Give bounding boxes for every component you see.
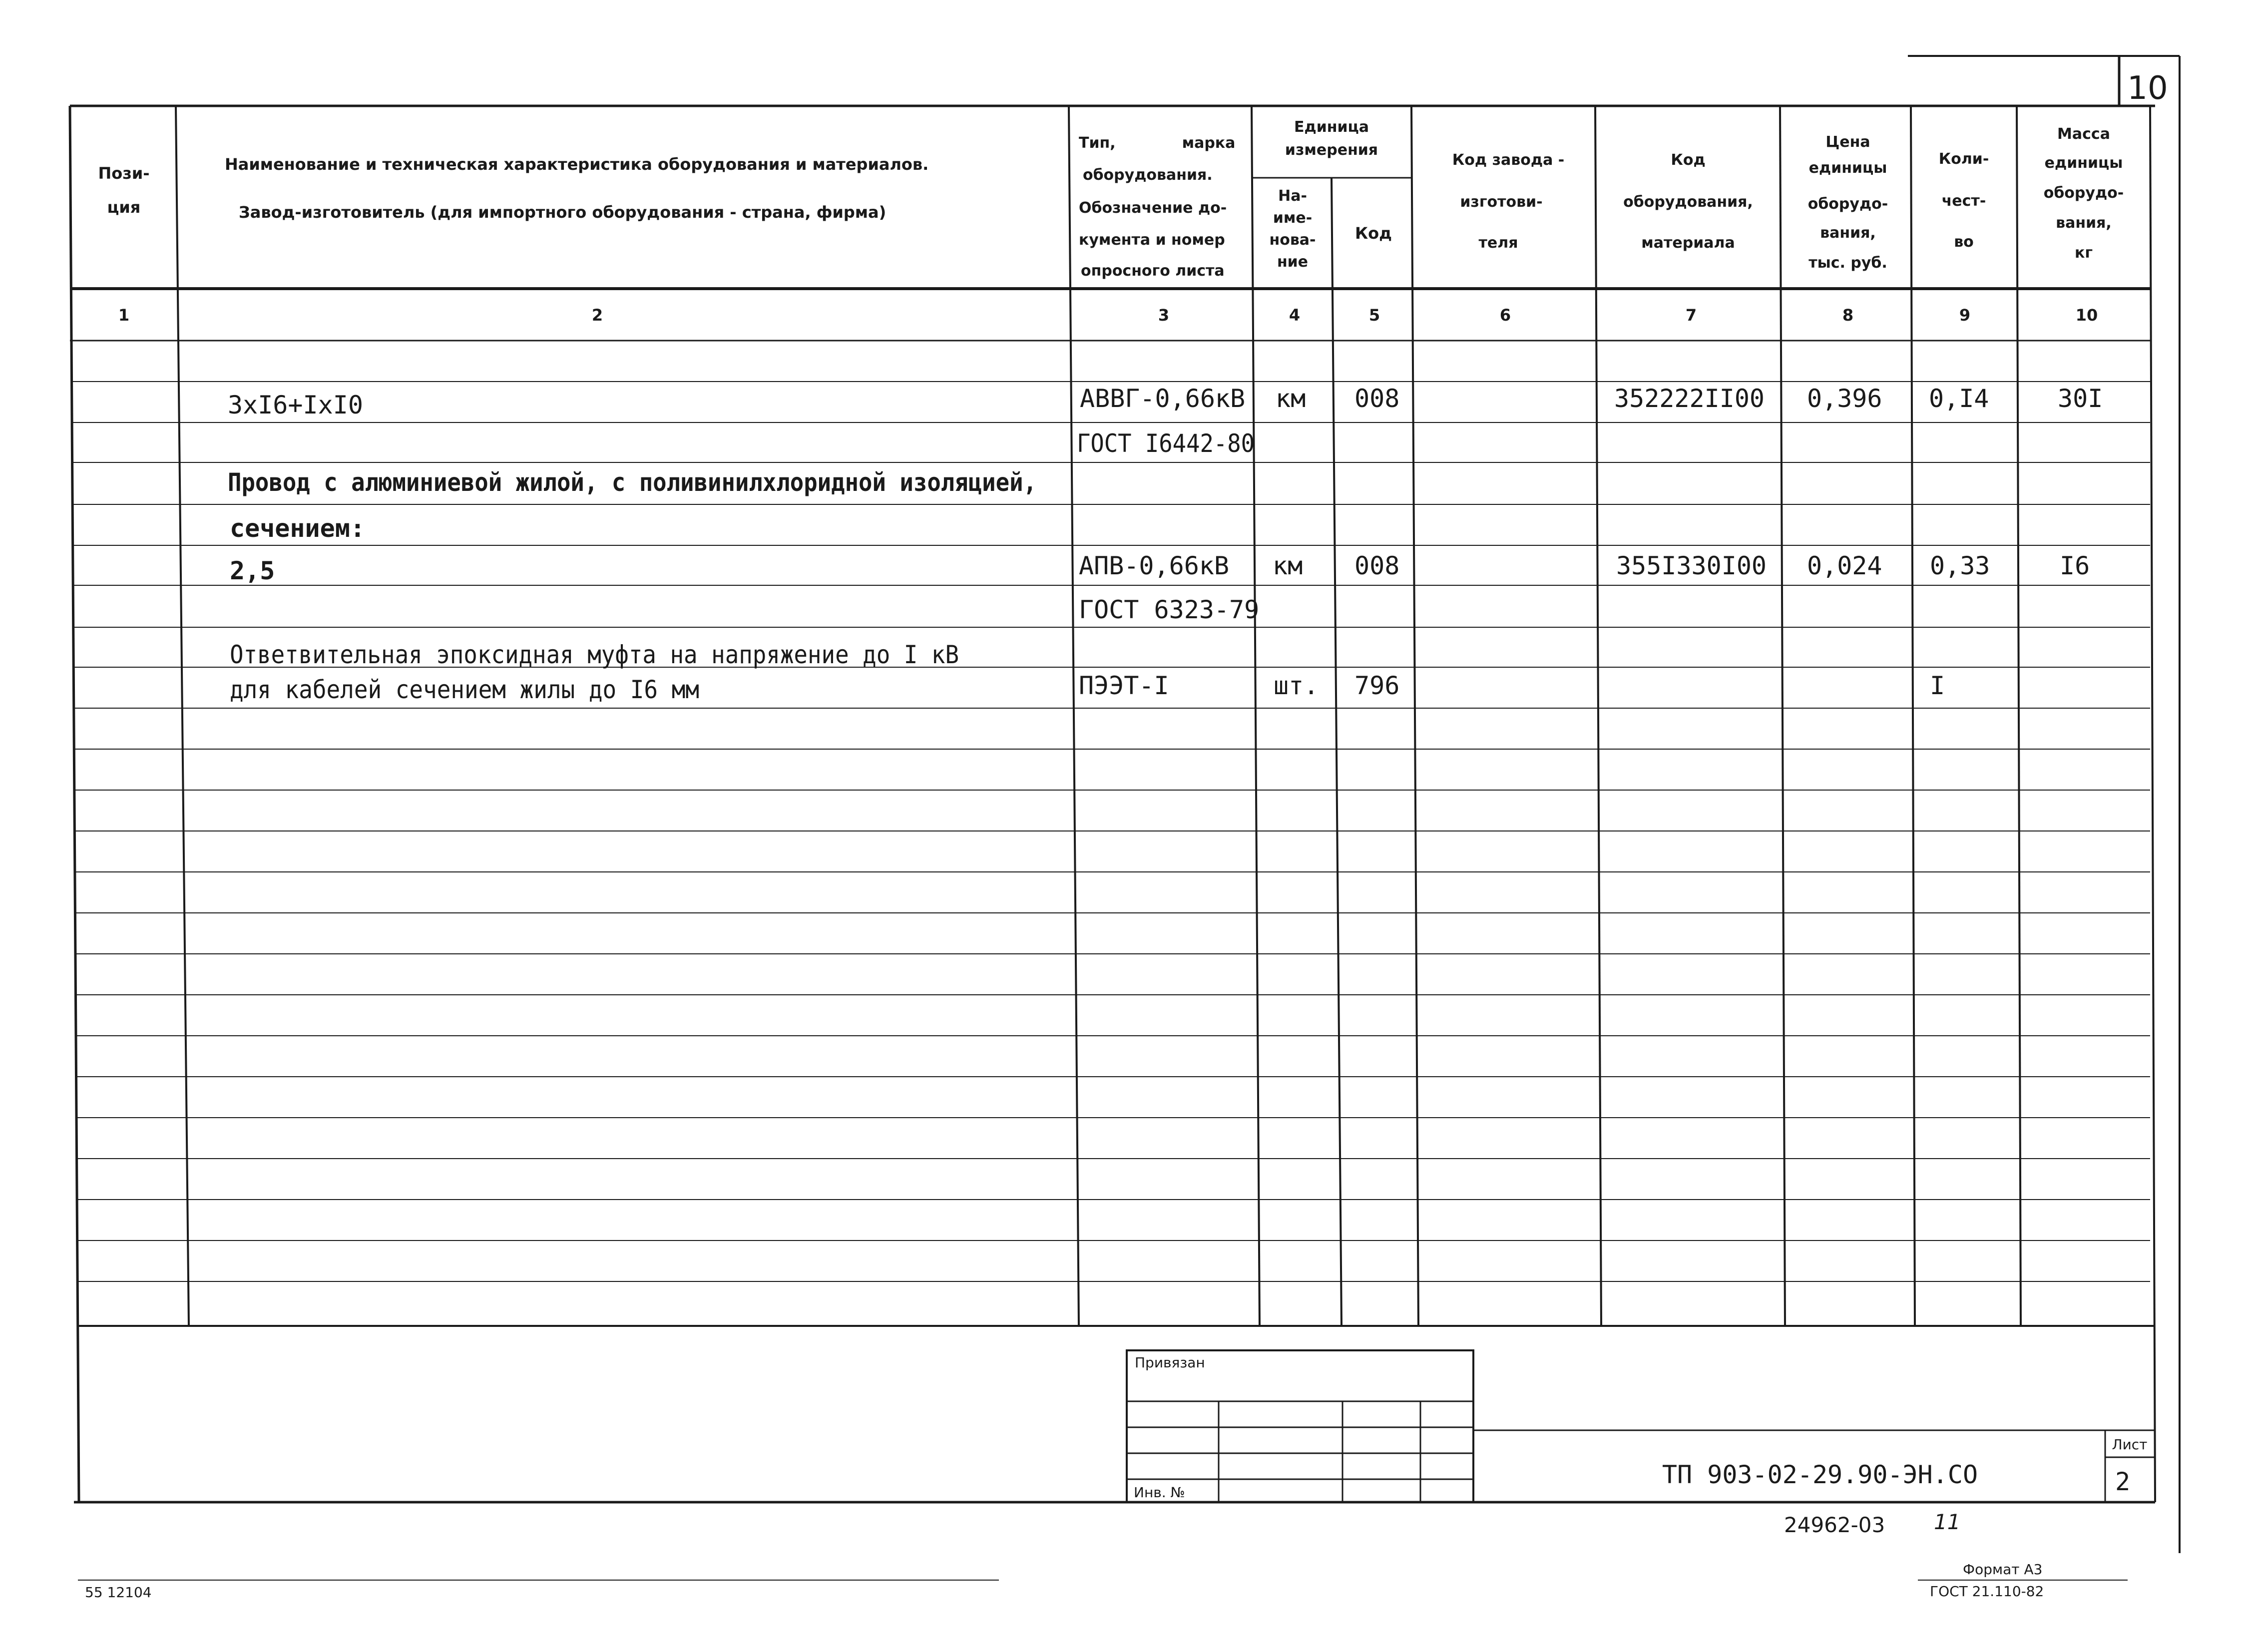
svg-text:име-: име- xyxy=(1273,209,1313,227)
svg-text:единицы: единицы xyxy=(2044,154,2123,172)
table-header xyxy=(98,118,2124,280)
inventory-number-label: Инв. № xyxy=(1134,1484,1185,1501)
svg-text:единицы: единицы xyxy=(1808,159,1887,177)
svg-text:вания,: вания, xyxy=(1820,224,1876,242)
svg-text:тыс. руб.: тыс. руб. xyxy=(1808,254,1887,272)
item-type: АПВ-0,66кВ xyxy=(1079,551,1230,580)
col-number: 7 xyxy=(1685,306,1697,325)
item-name: Ответвительная эпоксидная муфта на напряжение до I кВ xyxy=(230,640,959,669)
sheet-label: Лист xyxy=(2112,1436,2148,1453)
header-name: Наименование и техническая характеристика оборудования и материалов. xyxy=(225,155,929,174)
item-unit: шт. xyxy=(1274,671,1319,700)
footer xyxy=(78,1510,2128,1601)
document-code: ТП 903-02-29.90-ЭН.СО xyxy=(1662,1460,1978,1489)
title-block xyxy=(1127,1350,2155,1502)
col-number: 4 xyxy=(1289,306,1301,325)
header-unit-code: Код xyxy=(1355,224,1392,243)
item-mass: I6 xyxy=(2060,551,2090,580)
item-mass: 30I xyxy=(2058,384,2103,413)
sheet-page-number: 2 xyxy=(2115,1467,2131,1496)
column-numbers xyxy=(118,306,2098,325)
item-name: Провод с алюминиевой жилой, с поливинилхлоридной изоляцией, xyxy=(228,468,1037,497)
svg-text:кг: кг xyxy=(2074,244,2093,262)
header-type: Тип, xyxy=(1079,134,1116,152)
svg-text:ция: ция xyxy=(107,198,141,217)
table-row xyxy=(230,671,1945,704)
svg-text:нова-: нова- xyxy=(1269,231,1316,249)
row-grid xyxy=(71,382,2150,1281)
table-row xyxy=(230,514,365,543)
sheet-number-box xyxy=(1908,56,2180,1553)
col-number: 9 xyxy=(1959,306,1971,325)
col-number: 10 xyxy=(2075,306,2098,325)
header-price: Цена xyxy=(1825,133,1870,151)
svg-text:теля: теля xyxy=(1478,234,1518,252)
item-name: 3хI6+IхI0 xyxy=(228,391,363,419)
col-number: 3 xyxy=(1158,306,1170,325)
table-row xyxy=(1077,429,1255,458)
paper-format: Формат А3 xyxy=(1963,1561,2043,1578)
item-unit: км xyxy=(1273,551,1303,580)
item-name: сечением: xyxy=(230,514,365,543)
item-standard: ГОСТ I6442-80 xyxy=(1077,429,1255,458)
item-standard: ГОСТ 6323-79 xyxy=(1079,595,1260,624)
item-type: ПЭЭТ-I xyxy=(1079,671,1169,700)
item-quantity: 0,33 xyxy=(1930,551,1990,580)
header-unit: Единица xyxy=(1294,118,1369,136)
table-row xyxy=(228,468,1037,497)
item-unit-code: 796 xyxy=(1354,671,1400,700)
col-number: 6 xyxy=(1499,306,1511,325)
item-price: 0,024 xyxy=(1807,551,1882,580)
svg-text:материала: материала xyxy=(1641,234,1735,252)
svg-text:чест-: чест- xyxy=(1941,192,1986,210)
item-unit-code: 008 xyxy=(1354,384,1400,413)
table-row xyxy=(230,640,959,669)
privyazan-label: Привязан xyxy=(1135,1354,1205,1371)
svg-text:ние: ние xyxy=(1277,253,1309,271)
item-code: 355I330I00 xyxy=(1616,551,1767,580)
col-number: 2 xyxy=(591,306,603,325)
header-equipment-code: Код xyxy=(1671,151,1706,169)
gost-standard: ГОСТ 21.110-82 xyxy=(1930,1583,2044,1600)
svg-text:оборудо-: оборудо- xyxy=(2043,184,2124,202)
item-quantity: 0,I4 xyxy=(1929,384,1989,413)
header-plant-code: Код завода - xyxy=(1452,151,1565,169)
svg-text:марка: марка xyxy=(1182,134,1236,152)
print-number: 55 12104 xyxy=(85,1584,152,1601)
item-unit-code: 008 xyxy=(1354,551,1400,580)
svg-text:измерения: измерения xyxy=(1285,141,1378,159)
header-mass: Масса xyxy=(2057,125,2110,143)
archive-number: 24962-03 xyxy=(1784,1513,1885,1537)
table-row xyxy=(1079,595,1259,624)
item-name: для кабелей сечением жилы до I6 мм xyxy=(230,675,699,704)
col-number: 8 xyxy=(1842,306,1854,325)
col-number: 1 xyxy=(118,306,130,325)
col-number: 5 xyxy=(1368,306,1380,325)
table-row xyxy=(230,551,2090,585)
archive-sheet: 11 xyxy=(1934,1510,1961,1534)
svg-text:изготови-: изготови- xyxy=(1460,193,1543,211)
svg-text:оборудо-: оборудо- xyxy=(1807,195,1888,213)
sheet-number: 10 xyxy=(2127,70,2168,107)
item-type: АВВГ-0,66кВ xyxy=(1080,384,1246,413)
svg-text:Обозначение до-: Обозначение до- xyxy=(1079,199,1227,217)
table-row xyxy=(228,384,2103,419)
item-name: 2,5 xyxy=(230,556,275,585)
svg-text:оборудования.: оборудования. xyxy=(1083,166,1213,184)
svg-text:вания,: вания, xyxy=(2056,214,2112,232)
item-quantity: I xyxy=(1930,671,1945,700)
svg-text:во: во xyxy=(1954,233,1974,251)
header-quantity: Коли- xyxy=(1938,150,1989,168)
svg-text:Завод-изготовитель (для импорт: Завод-изготовитель (для импортного оборудования - страна, фирма) xyxy=(239,203,887,222)
svg-text:оборудования,: оборудования, xyxy=(1623,193,1753,211)
item-price: 0,396 xyxy=(1807,384,1882,413)
item-code: 352222II00 xyxy=(1614,384,1765,413)
svg-text:кумента и номер: кумента и номер xyxy=(1079,231,1225,249)
header-position: Пози- xyxy=(98,164,150,183)
item-unit: км xyxy=(1276,384,1306,413)
svg-text:опросного листа: опросного листа xyxy=(1081,262,1225,280)
header-unit-name: На- xyxy=(1278,187,1307,205)
